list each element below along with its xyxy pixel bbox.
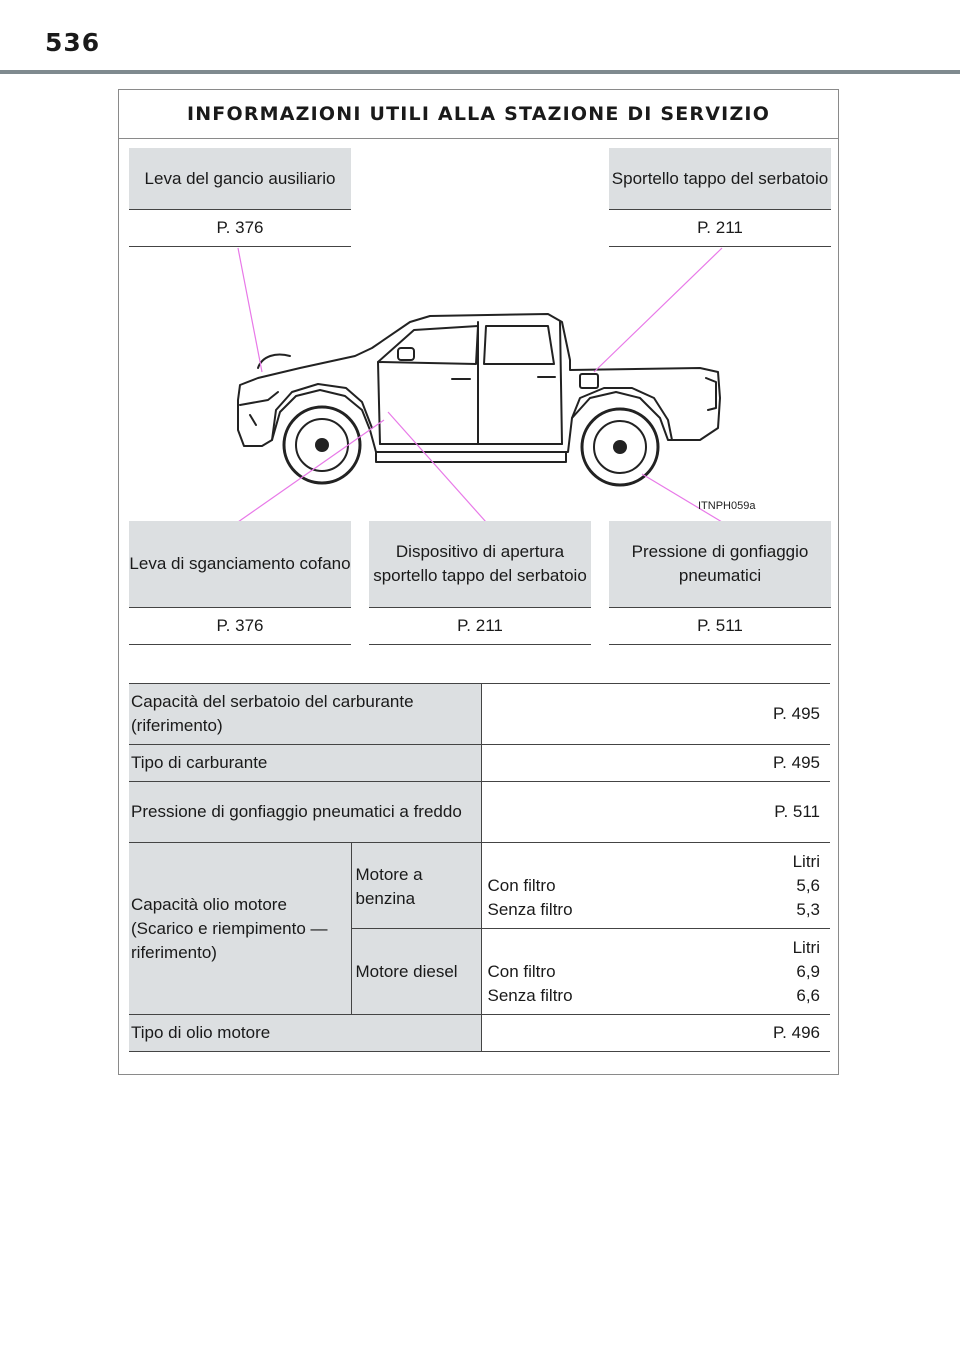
oil-type-ref[interactable]: P. 496: [481, 1015, 830, 1052]
page-reference-link[interactable]: P. 211: [369, 608, 591, 645]
oil-capacity-label: Capacità olio motore (Scarico e riempimento — riferimento): [129, 843, 351, 1015]
page-number: 536: [45, 28, 101, 57]
with-filter-label: Con filtro: [487, 961, 556, 981]
fuel-capacity-label: Capacità del serbatoio del carburante (riferimento): [129, 684, 481, 745]
callout-label: Leva del gancio ausiliario: [129, 148, 351, 210]
page-reference-link[interactable]: P. 376: [129, 608, 351, 645]
without-filter-value: 6,6: [796, 985, 820, 1005]
without-filter-label: Senza filtro: [487, 985, 573, 1005]
leader-fuel-door: [594, 248, 722, 372]
callout-hood-release: [129, 521, 351, 645]
callout-label: Dispositivo di apertura sportello tappo del serbatoio: [369, 521, 591, 608]
table-row: [129, 684, 830, 745]
table-row: [129, 745, 830, 782]
section-title: INFORMAZIONI UTILI ALLA STAZIONE DI SERVIZIO: [119, 90, 838, 139]
fuel-type-ref[interactable]: P. 495: [481, 745, 830, 782]
rear-wheel: [582, 409, 658, 485]
callout-label: Sportello tappo del serbatoio: [609, 148, 831, 210]
table-row: [129, 843, 830, 929]
callout-fuel-door-opener: [369, 521, 591, 645]
with-filter-value: 5,6: [796, 875, 820, 895]
cold-tire-pressure-label: Pressione di gonfiaggio pneumatici a freddo: [129, 782, 481, 843]
callout-label: Pressione di gonfiaggio pneumatici: [609, 521, 831, 608]
leader-tire-pressure: [642, 474, 722, 522]
page-reference-link[interactable]: P. 511: [609, 608, 831, 645]
fuel-capacity-ref[interactable]: P. 495: [481, 684, 830, 745]
diesel-engine-label: Motore diesel: [351, 929, 481, 1015]
unit-label: Litri: [792, 937, 820, 957]
with-filter-value: 6,9: [796, 961, 820, 981]
unit-label: Litri: [792, 851, 820, 871]
with-filter-label: Con filtro: [487, 875, 556, 895]
leader-aux-hook: [238, 248, 262, 372]
leader-fuel-door-opener: [388, 412, 486, 522]
diesel-oil-values: [481, 929, 830, 1015]
callout-tire-pressure: [609, 521, 831, 645]
callout-label: Leva di sganciamento cofano: [129, 521, 351, 608]
table-row: [129, 1015, 830, 1052]
table-row: [129, 782, 830, 843]
service-info-table: [129, 683, 830, 1052]
oil-type-label: Tipo di olio motore: [129, 1015, 481, 1052]
petrol-engine-label: Motore a benzina: [351, 843, 481, 929]
page-reference-link[interactable]: P. 211: [609, 210, 831, 247]
cold-tire-pressure-ref[interactable]: P. 511: [481, 782, 830, 843]
without-filter-value: 5,3: [796, 899, 820, 919]
diagram-code: ITNPH059a: [698, 500, 756, 512]
petrol-oil-values: [481, 843, 830, 929]
page-reference-link[interactable]: P. 376: [129, 210, 351, 247]
fuel-type-label: Tipo di carburante: [129, 745, 481, 782]
without-filter-label: Senza filtro: [487, 899, 573, 919]
